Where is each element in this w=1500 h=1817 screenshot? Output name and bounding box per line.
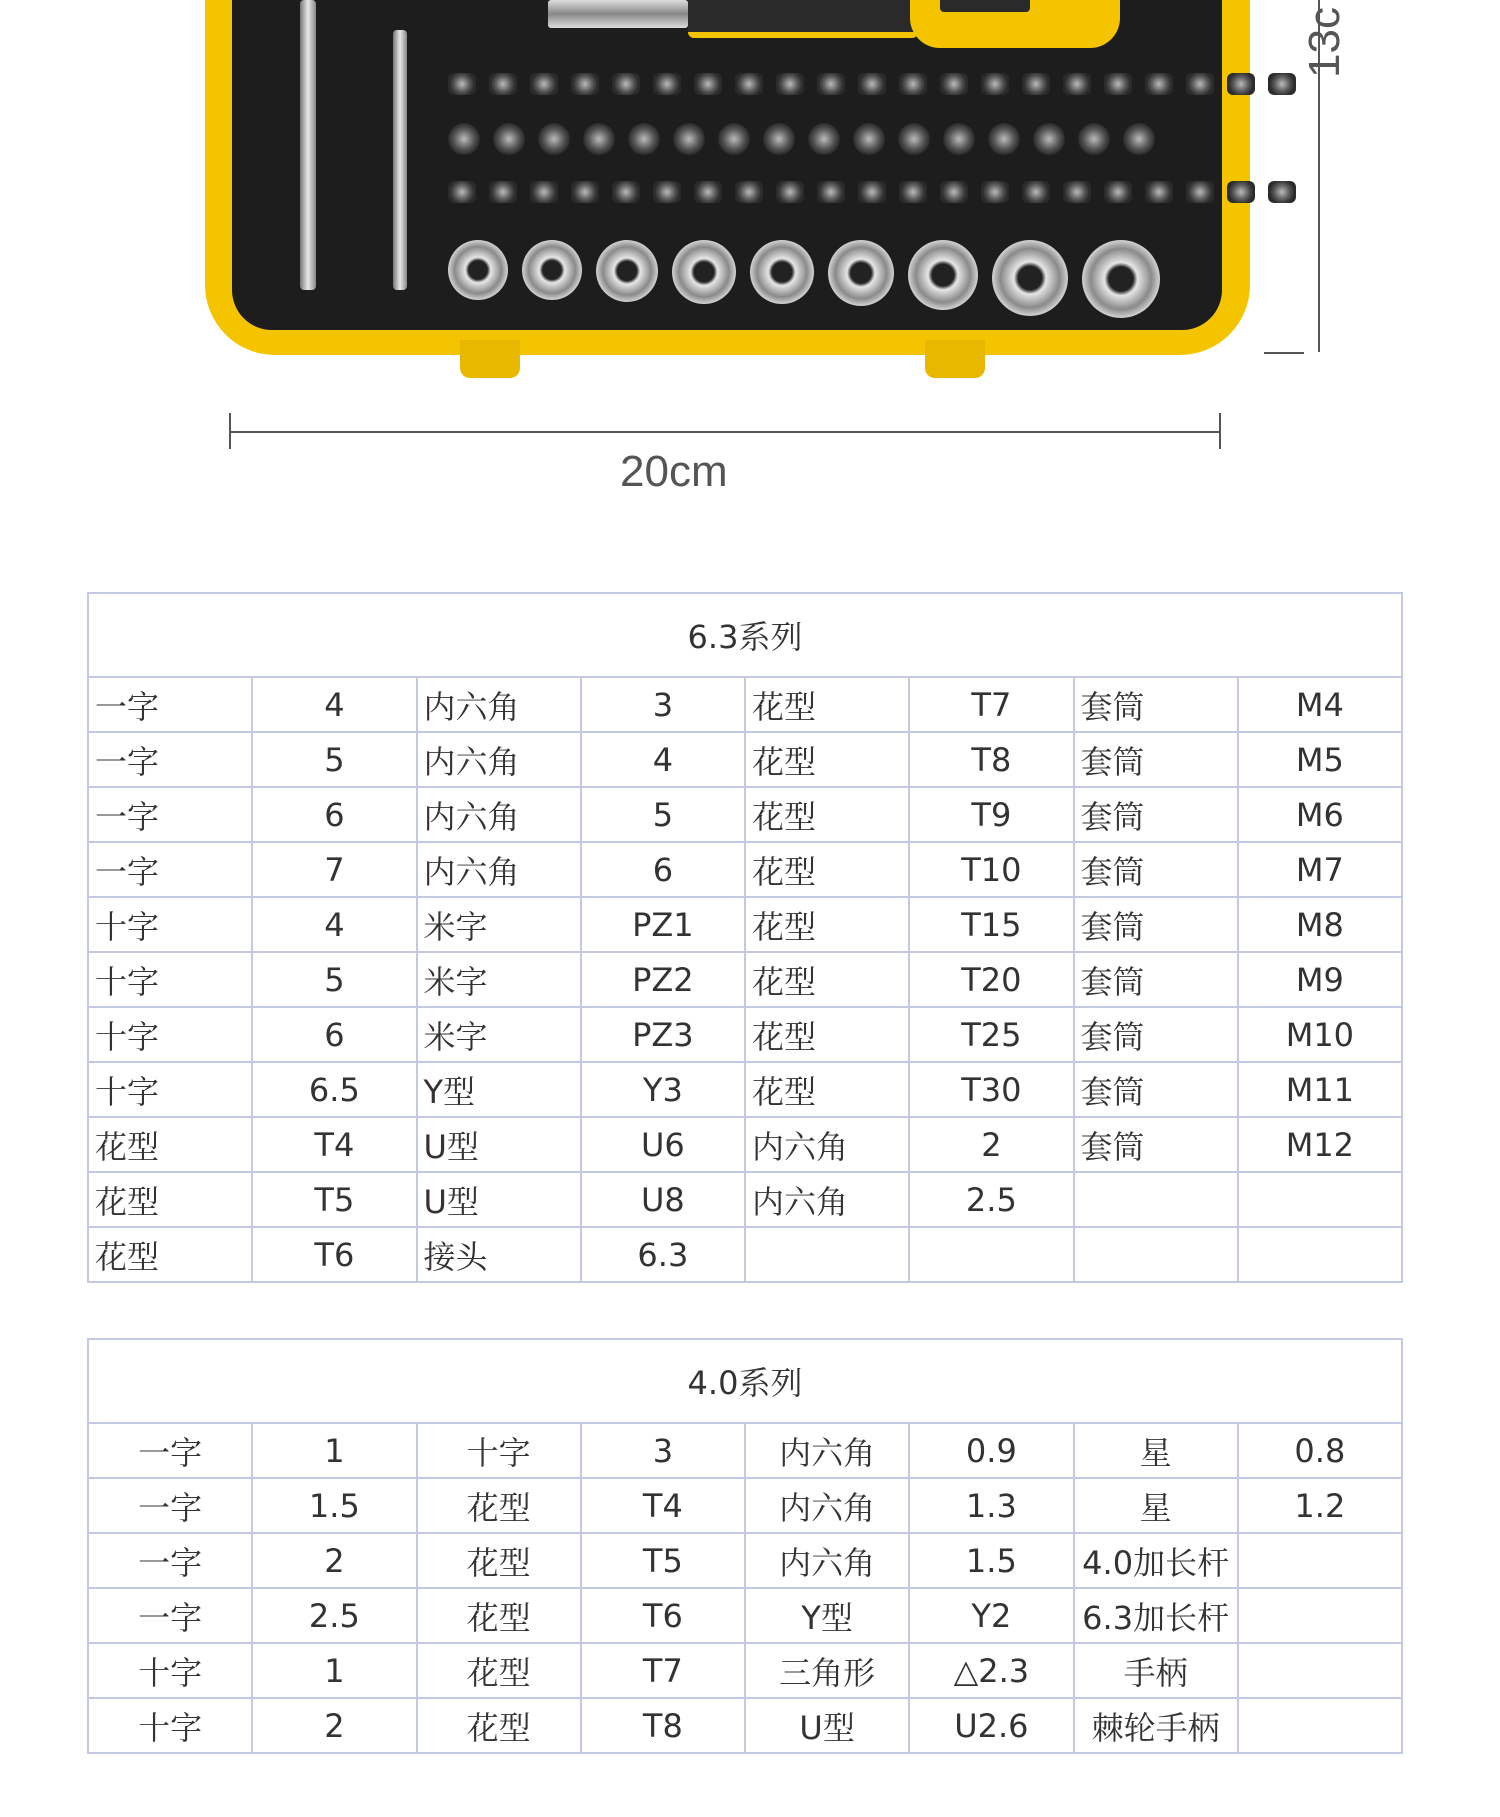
table-cell: M6 [1238,787,1402,842]
table-cell [1238,1227,1402,1282]
table-cell: 6.3 [581,1227,745,1282]
table-cell: U型 [417,1172,581,1227]
table-cell: 套筒 [1074,677,1238,732]
table-cell: T8 [581,1698,745,1753]
table-cell: 1 [252,1423,416,1478]
table-cell: 6 [252,1007,416,1062]
table-cell: 十字 [88,1698,252,1753]
table-cell: T5 [581,1533,745,1588]
table-cell: PZ1 [581,897,745,952]
table-cell: 星 [1074,1478,1238,1533]
table-cell: 花型 [88,1172,252,1227]
table-cell: 4 [252,897,416,952]
table-cell [1074,1172,1238,1227]
table-row [88,1643,1402,1698]
table-row [88,787,1402,842]
table-cell: 0.8 [1238,1423,1402,1478]
width-dimension-cap-right [1219,413,1221,449]
table-cell: 4 [252,677,416,732]
table-cell [1074,1227,1238,1282]
table-cell: 套筒 [1074,787,1238,842]
table-cell: 花型 [745,897,909,952]
height-dimension-label: 13c [1300,7,1349,78]
ratchet-handle-shaft [548,0,688,28]
table-cell: 米字 [417,952,581,1007]
brand-logo [940,0,1030,12]
table-cell: 花型 [745,732,909,787]
table-cell: 一字 [88,1423,252,1478]
table-cell: T30 [909,1062,1073,1117]
table-cell: PZ2 [581,952,745,1007]
table-cell: T10 [909,842,1073,897]
table-cell: 一字 [88,787,252,842]
extension-bar-short [393,30,407,290]
table-cell: 花型 [88,1227,252,1282]
table-cell: 一字 [88,1588,252,1643]
table-cell: 6 [252,787,416,842]
table-cell: 1.2 [1238,1478,1402,1533]
table-cell: M8 [1238,897,1402,952]
table-cell: 花型 [745,952,909,1007]
table-cell: T7 [581,1643,745,1698]
table-cell: 内六角 [417,732,581,787]
table-row [88,1533,1402,1588]
table-cell: 花型 [417,1643,581,1698]
table-cell: 内六角 [745,1478,909,1533]
table-cell [1238,1533,1402,1588]
table-cell: 内六角 [745,1423,909,1478]
table-cell: 内六角 [745,1117,909,1172]
table-cell: M4 [1238,677,1402,732]
spec-table-63 [87,592,1403,1283]
table-cell: 米字 [417,897,581,952]
table-cell: 花型 [745,842,909,897]
table-cell: 套筒 [1074,1117,1238,1172]
table-cell: T6 [252,1227,416,1282]
table-cell: 套筒 [1074,732,1238,787]
table-cell: Y3 [581,1062,745,1117]
table-row [88,1062,1402,1117]
table-cell: 1.5 [909,1533,1073,1588]
table-cell: T25 [909,1007,1073,1062]
table-cell [1238,1698,1402,1753]
table-cell: Y型 [745,1588,909,1643]
table-cell: 内六角 [417,842,581,897]
table-cell: 1.5 [252,1478,416,1533]
socket-row [448,240,1160,318]
table-cell: 花型 [745,1007,909,1062]
table-cell: 2 [252,1533,416,1588]
table-cell: 5 [581,787,745,842]
table-cell: M10 [1238,1007,1402,1062]
ratchet-handle-grip [688,0,918,38]
table-cell: 花型 [417,1478,581,1533]
table-cell: Y型 [417,1062,581,1117]
table-cell [745,1227,909,1282]
table-cell: 花型 [417,1533,581,1588]
table-cell: U2.6 [909,1698,1073,1753]
table-cell: 棘轮手柄 [1074,1698,1238,1753]
table-cell: M7 [1238,842,1402,897]
table-cell: M9 [1238,952,1402,1007]
table-cell: 2 [909,1117,1073,1172]
table-cell: 米字 [417,1007,581,1062]
table-cell: U6 [581,1117,745,1172]
table-cell: 7 [252,842,416,897]
bit-row-3 [448,181,1296,203]
table-cell: 一字 [88,1533,252,1588]
table-cell: T15 [909,897,1073,952]
table-cell: 内六角 [417,677,581,732]
bit-row-2 [448,123,1155,155]
spec-table-40 [87,1338,1403,1754]
table-row [88,1588,1402,1643]
extension-bar-long [300,0,316,290]
table-cell: 花型 [417,1588,581,1643]
table-cell: 一字 [88,842,252,897]
table-cell: 1 [252,1643,416,1698]
table-cell: T4 [581,1478,745,1533]
table-cell: 十字 [88,1643,252,1698]
table-cell: 套筒 [1074,952,1238,1007]
table-cell: 6.5 [252,1062,416,1117]
table-row [88,952,1402,1007]
table-cell: 套筒 [1074,897,1238,952]
table-title: 6.3系列 [88,593,1402,677]
table-cell: 十字 [417,1423,581,1478]
table-row [88,1007,1402,1062]
table-cell: T5 [252,1172,416,1227]
bit-row-1 [448,73,1296,95]
table-row [88,1172,1402,1227]
table-cell: 内六角 [745,1533,909,1588]
table-row [88,1227,1402,1282]
table-cell: 2 [252,1698,416,1753]
width-dimension-label: 20cm [620,447,728,496]
table-cell: 6.3加长杆 [1074,1588,1238,1643]
table-row [88,677,1402,732]
table-cell: 十字 [88,1062,252,1117]
table-cell: 十字 [88,952,252,1007]
table-cell: 4 [581,732,745,787]
table-cell: T7 [909,677,1073,732]
table-cell: 一字 [88,1478,252,1533]
table-row [88,732,1402,787]
table-cell: T20 [909,952,1073,1007]
table-cell: 5 [252,952,416,1007]
table-cell: T8 [909,732,1073,787]
table-cell: 1.3 [909,1478,1073,1533]
height-dimension-cap [1264,352,1304,354]
table-cell: U型 [745,1698,909,1753]
table-cell: 3 [581,677,745,732]
table-cell: U型 [417,1117,581,1172]
table-row [88,1478,1402,1533]
table-cell: 套筒 [1074,1007,1238,1062]
table-row [88,897,1402,952]
width-dimension-line [230,431,1220,433]
table-cell: 手柄 [1074,1643,1238,1698]
table-cell: 接头 [417,1227,581,1282]
table-cell: 内六角 [417,787,581,842]
table-cell: 花型 [745,677,909,732]
table-cell: T4 [252,1117,416,1172]
product-photo [0,0,1500,520]
table-cell: 三角形 [745,1643,909,1698]
table-title: 4.0系列 [88,1339,1402,1423]
table-row [88,1423,1402,1478]
width-dimension-cap-left [229,413,231,449]
table-cell [1238,1588,1402,1643]
table-cell: 6 [581,842,745,897]
table-cell: 花型 [88,1117,252,1172]
table-cell: 5 [252,732,416,787]
table-cell: PZ3 [581,1007,745,1062]
table-cell: 套筒 [1074,842,1238,897]
table-cell: 2.5 [909,1172,1073,1227]
table-cell: 套筒 [1074,1062,1238,1117]
table-cell: M12 [1238,1117,1402,1172]
table-cell: 一字 [88,732,252,787]
table-cell: 3 [581,1423,745,1478]
table-cell: 十字 [88,897,252,952]
case-foot-right [925,340,985,378]
table-cell [1238,1643,1402,1698]
table-cell: 一字 [88,677,252,732]
table-cell: Y2 [909,1588,1073,1643]
table-cell: U8 [581,1172,745,1227]
table-cell: T9 [909,787,1073,842]
table-cell [1238,1172,1402,1227]
table-row [88,1117,1402,1172]
table-cell: 花型 [745,787,909,842]
table-cell: △2.3 [909,1643,1073,1698]
table-cell: 花型 [417,1698,581,1753]
table-cell [909,1227,1073,1282]
table-cell: 2.5 [252,1588,416,1643]
table-cell: 花型 [745,1062,909,1117]
table-cell: 内六角 [745,1172,909,1227]
table-cell: 4.0加长杆 [1074,1533,1238,1588]
table-row [88,1698,1402,1753]
table-cell: 十字 [88,1007,252,1062]
table-cell: M11 [1238,1062,1402,1117]
table-cell: M5 [1238,732,1402,787]
table-row [88,842,1402,897]
table-cell: T6 [581,1588,745,1643]
table-cell: 星 [1074,1423,1238,1478]
table-cell: 0.9 [909,1423,1073,1478]
case-foot-left [460,340,520,378]
